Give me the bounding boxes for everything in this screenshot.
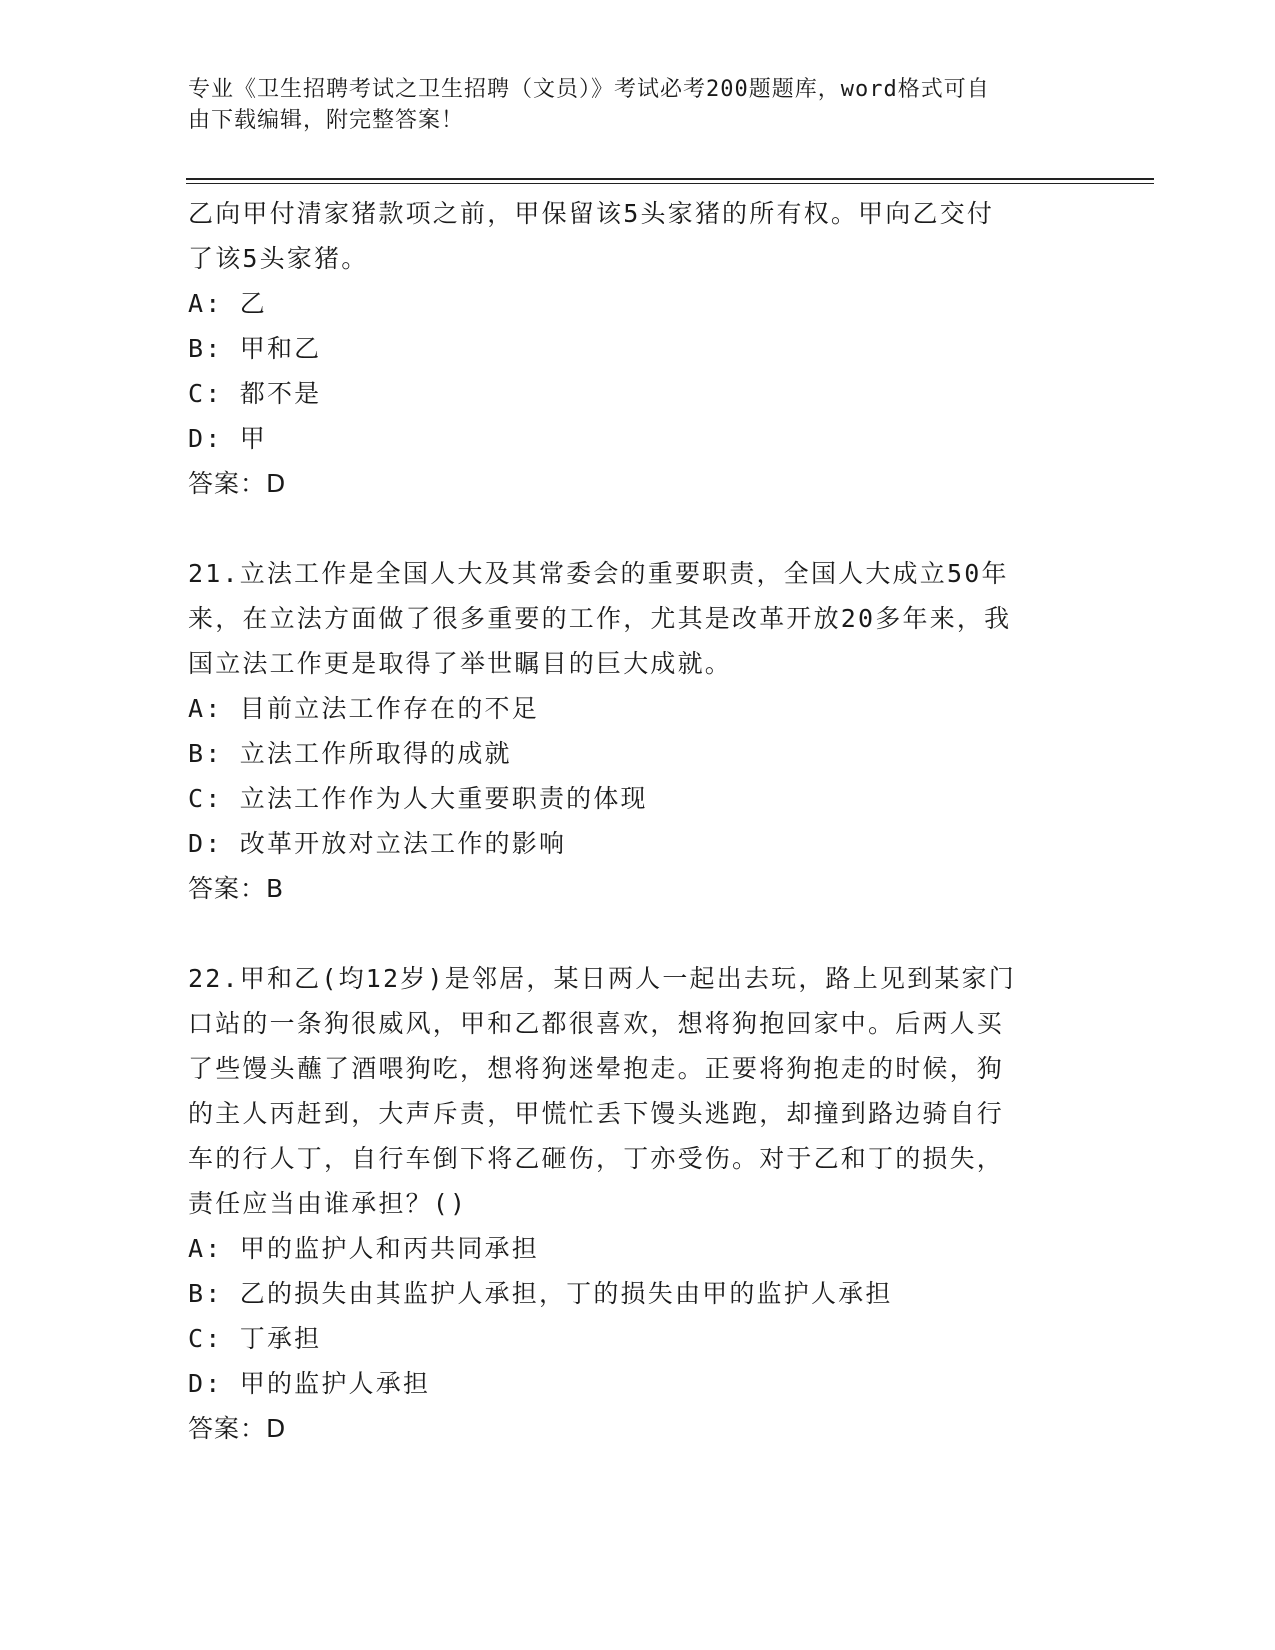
header-rule-thin — [186, 183, 1154, 184]
question-22 — [188, 956, 1088, 1451]
question-20-tail — [188, 191, 1088, 506]
option-d: D: 改革开放对立法工作的影响 — [188, 829, 567, 858]
option-c: C: 立法工作作为人大重要职责的体现 — [188, 784, 648, 813]
question-spacer — [188, 911, 1088, 956]
option-c: C: 丁承担 — [188, 1324, 322, 1353]
option-d: D: 甲的监护人承担 — [188, 1369, 431, 1398]
option-a: A: 目前立法工作存在的不足 — [188, 694, 539, 723]
option-a: A: 甲的监护人和丙共同承担 — [188, 1234, 539, 1263]
question-text-line: 21.立法工作是全国人大及其常委会的重要职责，全国人大成立50年 — [188, 559, 1009, 588]
header-line-2: 由下载编辑，附完整答案！ — [188, 108, 465, 133]
answer-label: 答案：D — [188, 1414, 287, 1443]
question-text-line: 22.甲和乙(均12岁)是邻居，某日两人一起出去玩，路上见到某家门 — [188, 964, 1016, 993]
answer-label: 答案：D — [188, 469, 287, 498]
question-text-line: 车的行人丁，自行车倒下将乙砸伤，丁亦受伤。对于乙和丁的损失， — [188, 1144, 1005, 1173]
question-text-line: 口站的一条狗很威风，甲和乙都很喜欢，想将狗抱回家中。后两人买 — [188, 1009, 1005, 1038]
question-text-line: 责任应当由谁承担？() — [188, 1189, 468, 1218]
question-text-line: 的主人丙赶到，大声斥责，甲慌忙丢下馒头逃跑，却撞到路边骑自行 — [188, 1099, 1005, 1128]
option-b: B: 立法工作所取得的成就 — [188, 739, 512, 768]
document-header — [188, 74, 1068, 136]
header-line-1: 专业《卫生招聘考试之卫生招聘（文员）》考试必考200题题库，word格式可自 — [188, 77, 990, 102]
header-rule-thick — [186, 178, 1154, 180]
question-text-line: 乙向甲付清家猪款项之前，甲保留该5头家猪的所有权。甲向乙交付 — [188, 199, 995, 228]
option-a: A: 乙 — [188, 289, 267, 318]
question-text-line: 来，在立法方面做了很多重要的工作，尤其是改革开放20多年来，我 — [188, 604, 1012, 633]
answer-label: 答案：B — [188, 874, 285, 903]
question-text-line: 国立法工作更是取得了举世瞩目的巨大成就。 — [188, 649, 733, 678]
question-21 — [188, 551, 1088, 911]
option-d: D: 甲 — [188, 424, 267, 453]
option-b: B: 甲和乙 — [188, 334, 322, 363]
document-body — [188, 191, 1088, 1451]
question-text-line: 了该5头家猪。 — [188, 244, 369, 273]
option-b: B: 乙的损失由其监护人承担，丁的损失由甲的监护人承担 — [188, 1279, 893, 1308]
option-c: C: 都不是 — [188, 379, 322, 408]
question-text-line: 了些馒头蘸了酒喂狗吃，想将狗迷晕抱走。正要将狗抱走的时候，狗 — [188, 1054, 1005, 1083]
question-spacer — [188, 506, 1088, 551]
